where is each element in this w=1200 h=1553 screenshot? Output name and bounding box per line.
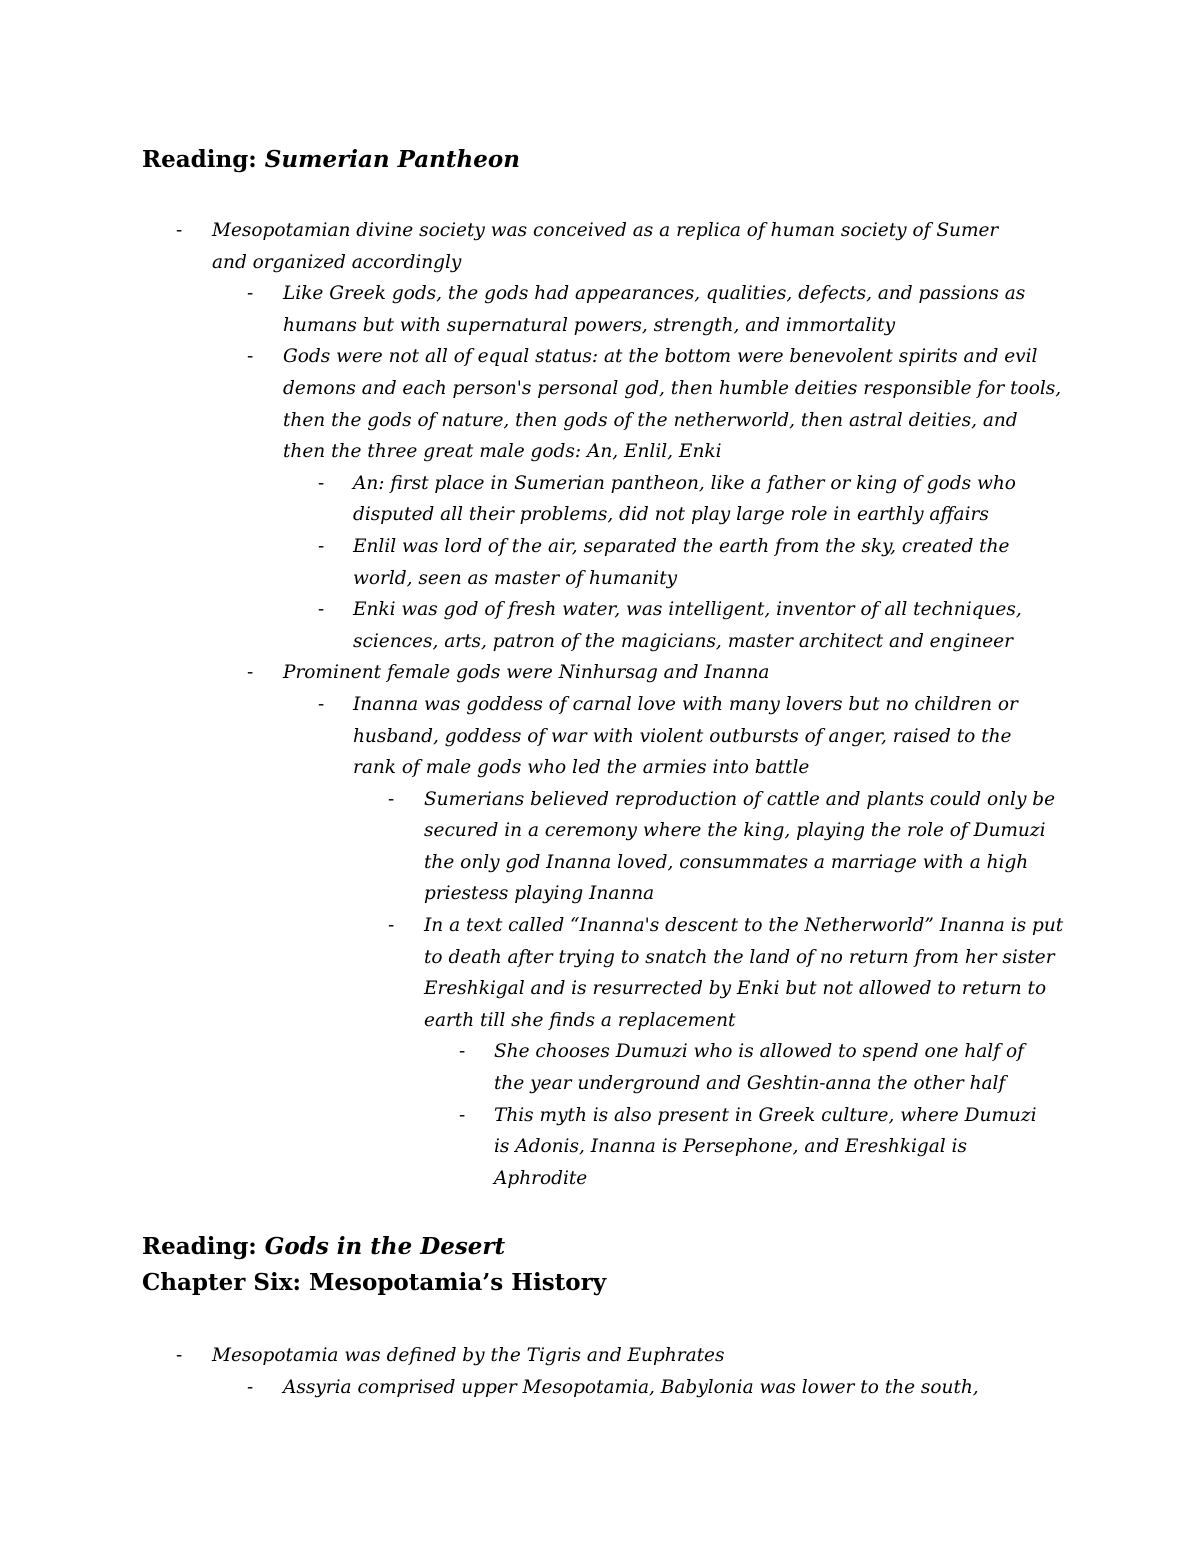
- list-item: [0, 784, 1064, 910]
- bullet-dash: -: [247, 1376, 254, 1398]
- list-item-text: Prominent female gods were Ninhursag and Inanna: [283, 662, 770, 684]
- bullet-dash: -: [459, 1104, 466, 1126]
- list-item: [0, 1340, 1032, 1403]
- section-heading-gods-in-the-desert: [142, 1230, 505, 1264]
- heading-prefix: Reading:: [142, 146, 257, 173]
- heading-title: Gods in the Desert: [264, 1233, 506, 1260]
- bullet-dash: -: [247, 346, 254, 368]
- list-item-text: Like Greek gods, the gods had appearances, qualities, defects, and passions as humans but with supernatural powers, strength, and immortality: [283, 283, 1026, 336]
- list-item: [0, 215, 1064, 1194]
- bullet-dash: -: [176, 220, 183, 241]
- bullet-dash: -: [318, 599, 325, 621]
- list-item-text: Mesopotamian divine society was conceived as a replica of human society of Sumer and organized accordingly: [212, 220, 999, 273]
- list-item: [0, 341, 1063, 657]
- heading-title: Sumerian Pantheon: [264, 146, 520, 173]
- heading-prefix: Reading:: [142, 1233, 257, 1260]
- list-item-text: Gods were not all of equal status: at the bottom were benevolent spirits and evil demons and each person's personal god, then humble deities responsible for tools, then the gods of nature, then gods of the netherworld, then astral deities, and then the three great male gods: An, Enlil, Enki: [283, 346, 1062, 463]
- bullet-dash: -: [247, 662, 254, 684]
- list-item-text: In a text called “Inanna's descent to the Netherworld” Inanna is put to death after trying to snatch the land of no return from her sister Ereshkigal and is resurrected by Enki but not allowed to return to earth till she finds a replacement: [424, 915, 1064, 1031]
- list-item-text: Enki was god of fresh water, was intelligent, inventor of all techniques, sciences, arts, patron of the magicians, master architect and engineer: [353, 599, 1022, 652]
- section-heading-sumerian-pantheon: [142, 143, 520, 177]
- list-item: [0, 278, 1063, 341]
- list-item: [0, 594, 1053, 657]
- list-item-text: Enlil was lord of the air, separated the earth from the sky, created the world, seen as master of humanity: [353, 535, 1010, 589]
- outline-list-mesopotamia-history: [0, 1340, 1200, 1403]
- bullet-dash: -: [318, 693, 325, 715]
- list-item-text: Inanna was goddess of carnal love with many lovers but no children or husband, goddess of war with violent outbursts of anger, raised to the rank of male gods who led the armies into battle: [353, 693, 1018, 779]
- bullet-dash: -: [318, 535, 325, 557]
- chapter-heading: Chapter Six: Mesopotamia’s History: [142, 1269, 607, 1296]
- list-item-text: Sumerians believed reproduction of cattle and plants could only be secured in a ceremony where the king, playing the role of Dumuzi the only god Inanna loved, consummates a marriage with a high priestess playing Inanna: [424, 788, 1056, 905]
- bullet-dash: -: [388, 788, 395, 810]
- bullet-dash: -: [318, 472, 325, 494]
- bullet-dash: -: [459, 1041, 466, 1063]
- list-item-text: An: first place in Sumerian pantheon, like a father or king of gods who disputed all their problems, did not play large role in earthly affairs: [353, 472, 1016, 526]
- list-item: [0, 689, 1064, 1195]
- list-item: [0, 1036, 1054, 1099]
- bullet-dash: -: [247, 283, 254, 305]
- list-item-text: This myth is also present in Greek culture, where Dumuzi is Adonis, Inanna is Persephone, and Ereshkigal is Aphrodite: [494, 1104, 1037, 1189]
- list-item: [0, 531, 1053, 594]
- list-item: [0, 657, 1063, 1194]
- list-item: [0, 1372, 1063, 1404]
- bullet-dash: -: [388, 915, 395, 937]
- bullet-dash: -: [176, 1345, 183, 1366]
- list-item-text: She chooses Dumuzi who is allowed to spend one half of the year underground and Geshtin-anna the other half: [494, 1041, 1024, 1095]
- list-item-text: Assyria comprised upper Mesopotamia, Babylonia was lower to the south,: [283, 1376, 979, 1398]
- list-item: [0, 1100, 1054, 1195]
- list-item: [0, 468, 1053, 531]
- list-item: [0, 910, 1064, 1194]
- outline-list-sumerian-pantheon: [0, 215, 1200, 1194]
- list-item-text: Mesopotamia was defined by the Tigris and Euphrates: [212, 1345, 725, 1366]
